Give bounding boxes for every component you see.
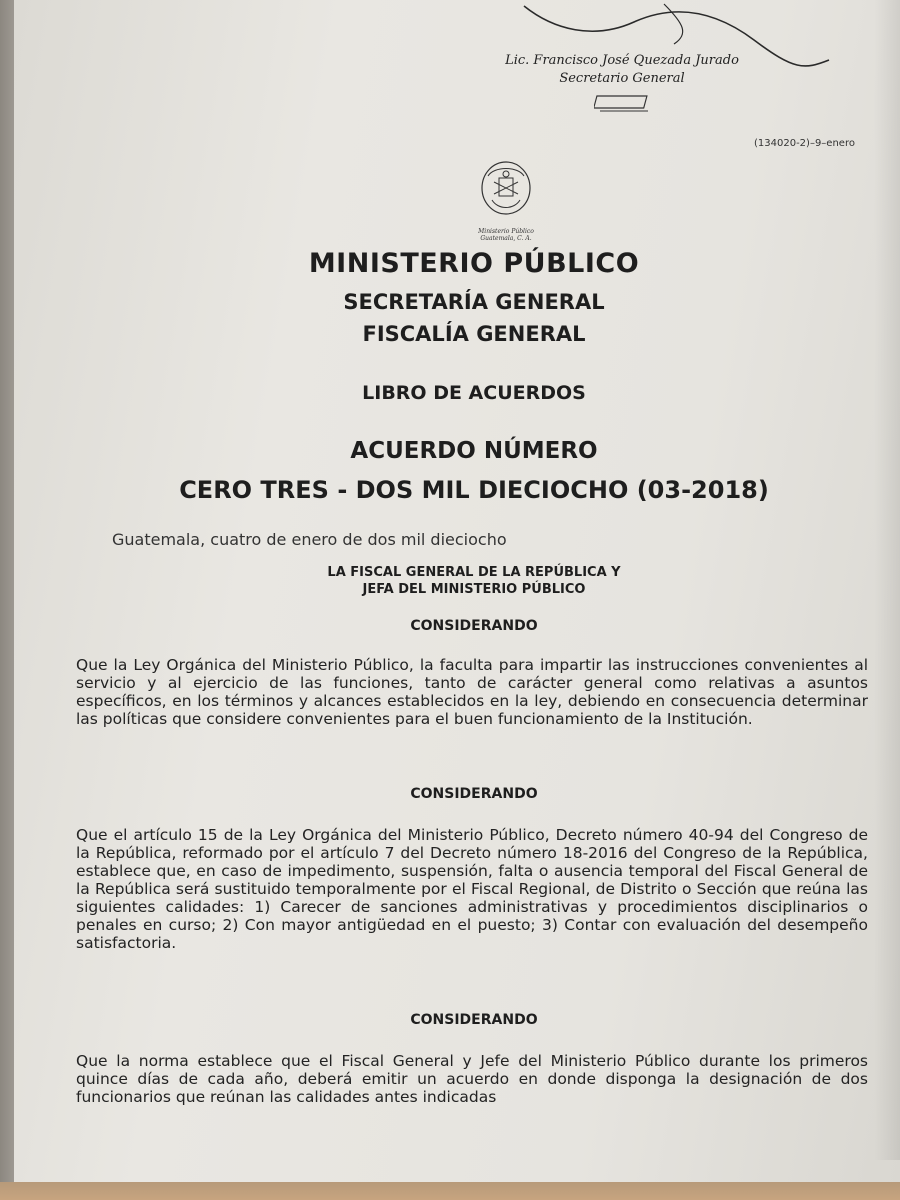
signer-name: Lic. Francisco José Quezada Jurado (505, 53, 739, 68)
book-heading: LIBRO DE ACUERDOS (362, 382, 586, 404)
secretaria-heading: SECRETARÍA GENERAL (343, 290, 605, 314)
considerando-heading-2: CONSIDERANDO (410, 786, 538, 802)
document-page (14, 0, 900, 1182)
considerando-text-2: Que el artículo 15 de la Ley Orgánica del Ministerio Público, Decreto número 40-94 del Congreso de la República, reformado por el artículo 7 del Decreto número 18-2016 del Congreso de la República, establece que, en caso de impedimento, suspensión, falta o ausencia temporal del Fiscal General de la República será sustituido temporalmente por el Fiscal Regional, de Distrito o Sección que reúna las siguientes calidades: 1) Carecer de sanciones administrativas y procedimientos disciplinarios o penales en curso; 2) Con mayor antigüedad en el puesto; 3) Contar con evaluación del desempeño satisfactoria. (76, 826, 868, 952)
considerando-heading-1: CONSIDERANDO (410, 618, 538, 634)
authority-line-1: LA FISCAL GENERAL DE LA REPÚBLICA Y (327, 565, 621, 580)
page-edge-shadow (874, 0, 900, 1160)
agreement-number: CERO TRES - DOS MIL DIECIOCHO (03-2018) (179, 476, 769, 504)
seal-caption-2: Guatemala, C. A. (480, 235, 532, 242)
authority-line-2: JEFA DEL MINISTERIO PÚBLICO (362, 582, 586, 597)
signer-title: Secretario General (559, 71, 685, 86)
coat-of-arms-seal (466, 156, 546, 242)
fiscalia-heading: FISCALÍA GENERAL (362, 322, 586, 346)
publication-reference: (134020-2)–9–enero (754, 138, 855, 149)
desk-surface-bottom (0, 1182, 900, 1200)
institution-title: MINISTERIO PÚBLICO (308, 248, 640, 279)
date-line: Guatemala, cuatro de enero de dos mil dieciocho (112, 530, 507, 549)
considerando-heading-3: CONSIDERANDO (410, 1012, 538, 1028)
seal-caption-1: Ministerio Público (478, 228, 534, 235)
signature-block (502, 52, 742, 88)
authority-heading (194, 564, 754, 598)
considerando-text-3: Que la norma establece que el Fiscal General y Jefe del Ministerio Público durante los primeros quince días de cada año, deberá emitir un acuerdo en donde disponga la designación de dos funcionarios que reúnan las calidades antes indicadas (76, 1052, 868, 1106)
coat-of-arms-icon (466, 156, 546, 224)
agreement-title: ACUERDO NÚMERO (350, 438, 598, 464)
stamp-mark (594, 92, 654, 114)
considerando-text-1: Que la Ley Orgánica del Ministerio Público, la faculta para impartir las instrucciones convenientes al servicio y al ejercicio de las funciones, tanto de carácter general como relativas a asuntos específicos, en los términos y alcances establecidos en la ley, debiendo en consecuencia determinar las políticas que considere convenientes para el buen funcionamiento de la Institución. (76, 656, 868, 728)
